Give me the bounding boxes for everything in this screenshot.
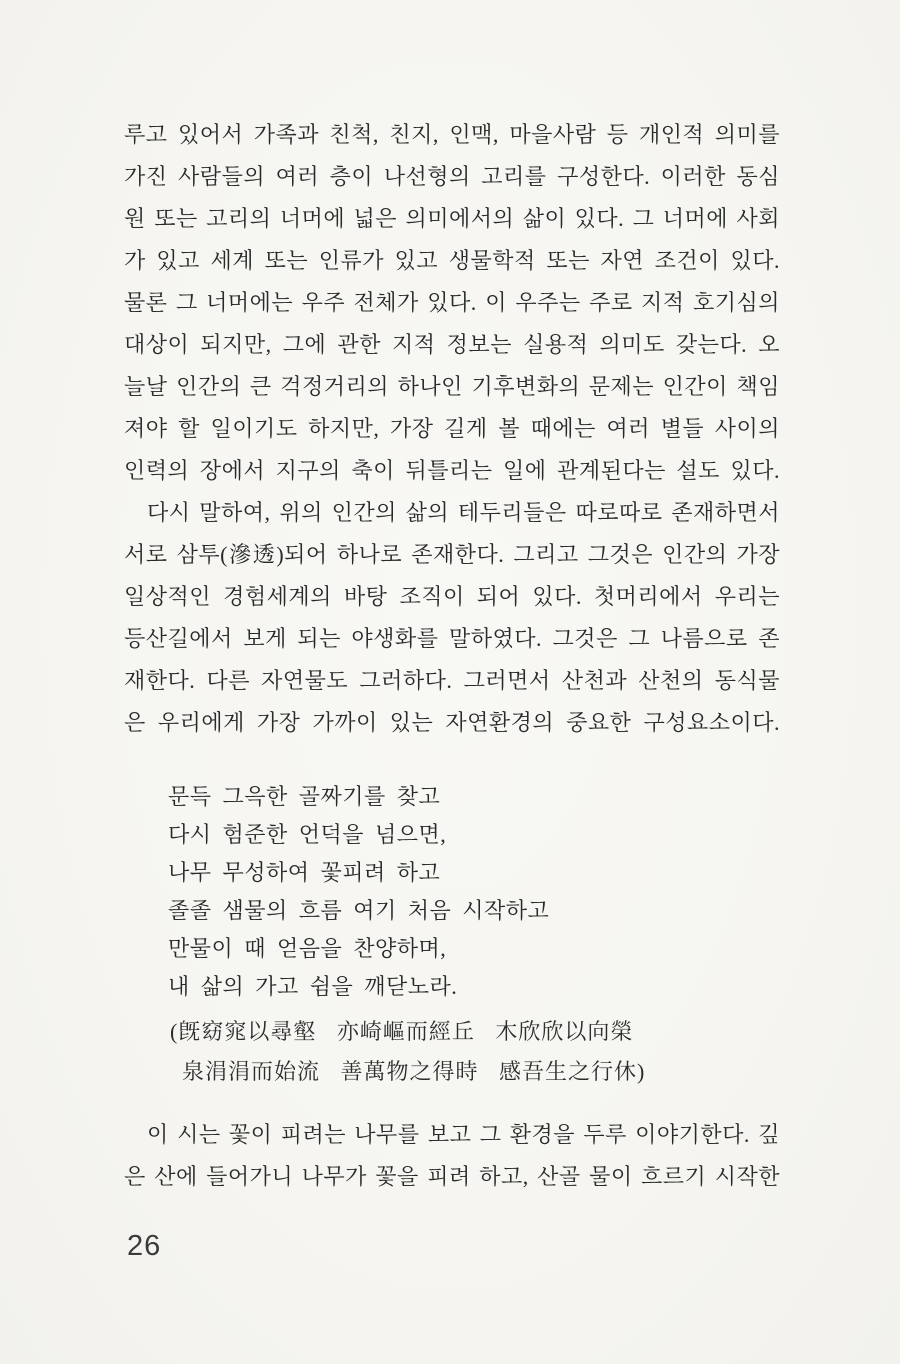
text-line: 가 있고 세계 또는 인류가 있고 생물학적 또는 자연 조건이 있다. xyxy=(124,248,780,273)
page-number: 26 xyxy=(127,1230,162,1262)
text-line: 루고 있어서 가족과 친척, 친지, 인맥, 마을사람 등 개인적 의미를 xyxy=(124,122,780,147)
text-line: 등산길에서 보게 되는 야생화를 말하였다. 그것은 그 나름으로 존 xyxy=(124,626,780,651)
text-line: 가진 사람들의 여러 층이 나선형의 고리를 구성한다. 이러한 동심 xyxy=(124,164,780,189)
hanja-line: (旣窈窕以尋壑 亦崎嶇而經丘 木欣欣以向榮 xyxy=(170,1019,634,1044)
text-line: 져야 할 일이기도 하지만, 가장 길게 볼 때에는 여러 별들 사이의 xyxy=(124,416,780,441)
hanja-line: 泉涓涓而始流 善萬物之得時 感吾生之行休) xyxy=(182,1059,646,1084)
text-line: 원 또는 고리의 너머에 넓은 의미에서의 삶이 있다. 그 너머에 사회 xyxy=(124,206,780,231)
text-line: 늘날 인간의 큰 걱정거리의 하나인 기후변화의 문제는 인간이 책임 xyxy=(124,374,780,399)
poem-line: 다시 험준한 언덕을 넘으면, xyxy=(168,822,447,847)
text-line: 서로 삼투(滲透)되어 하나로 존재한다. 그리고 그것은 인간의 가장 xyxy=(124,542,780,567)
text-line: 다시 말하여, 위의 인간의 삶의 테두리들은 따로따로 존재하면서 xyxy=(147,500,780,525)
text-line: 은 산에 들어가니 나무가 꽃을 피려 하고, 산골 물이 흐르기 시작한 xyxy=(124,1164,780,1189)
text-line: 인력의 장에서 지구의 축이 뒤틀리는 일에 관계된다는 설도 있다. xyxy=(124,458,780,483)
text-line: 재한다. 다른 자연물도 그러하다. 그러면서 산천과 산천의 동식물 xyxy=(124,668,780,693)
poem-line: 졸졸 샘물의 흐름 여기 처음 시작하고 xyxy=(168,898,550,923)
paragraph-3 xyxy=(124,1114,780,1198)
poem-line: 내 삶의 가고 쉼을 깨닫노라. xyxy=(168,974,458,999)
poem-line: 나무 무성하여 꽃피려 하고 xyxy=(168,860,441,885)
poem-line: 문득 그윽한 골짜기를 찾고 xyxy=(168,784,441,809)
poem-block xyxy=(124,778,780,1006)
paragraph-2 xyxy=(124,492,780,744)
text-line: 물론 그 너머에는 우주 전체가 있다. 이 우주는 주로 지적 호기심의 xyxy=(124,290,780,315)
paragraph-1 xyxy=(124,114,780,492)
text-line: 이 시는 꽃이 피려는 나무를 보고 그 환경을 두루 이야기한다. 깊 xyxy=(147,1122,780,1147)
text-line: 대상이 되지만, 그에 관한 지적 정보는 실용적 의미도 갖는다. 오 xyxy=(124,332,780,357)
text-line: 은 우리에게 가장 가까이 있는 자연환경의 중요한 구성요소이다. xyxy=(124,710,780,735)
poem-line: 만물이 때 얻음을 찬양하며, xyxy=(168,936,447,961)
hanja-source-block xyxy=(124,1012,780,1092)
text-column xyxy=(124,0,780,1263)
text-line: 일상적인 경험세계의 바탕 조직이 되어 있다. 첫머리에서 우리는 xyxy=(124,584,780,609)
